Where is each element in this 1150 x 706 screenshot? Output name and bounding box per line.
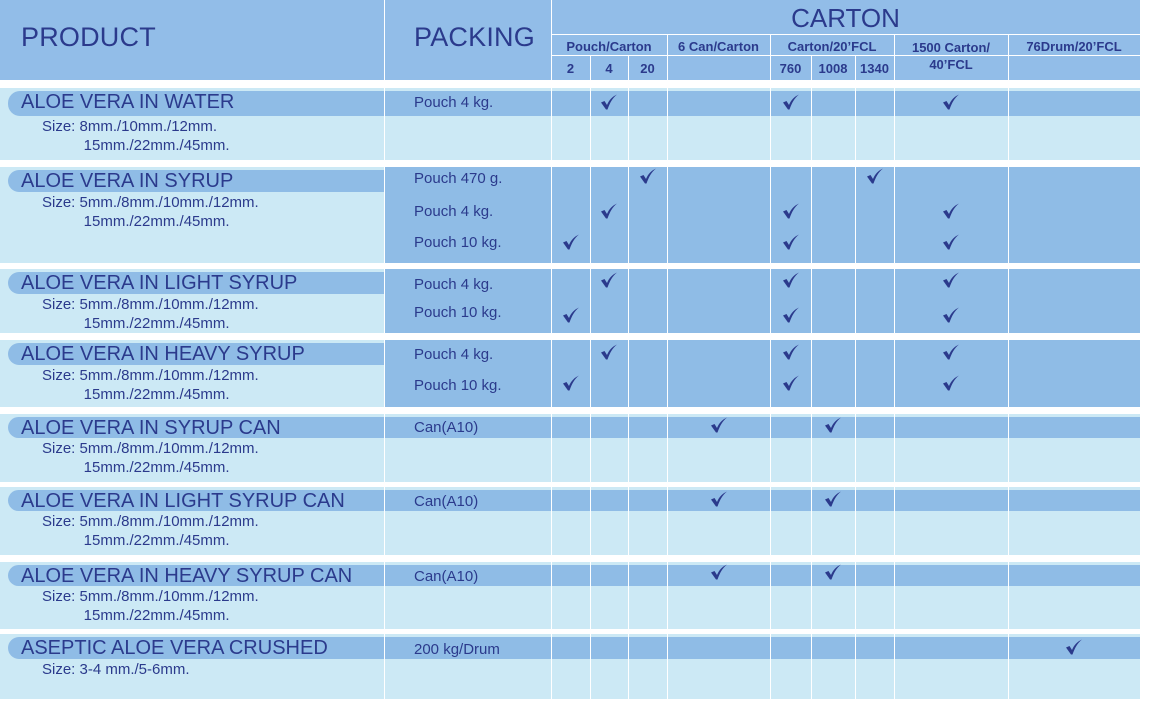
header-carton: CARTON <box>791 3 900 33</box>
check-icon <box>942 307 960 323</box>
packing-label: Pouch 470 g. <box>414 170 503 187</box>
check-icon <box>600 94 618 110</box>
group-1500-carton: 1500 Carton/ 40’FCL <box>911 40 991 72</box>
product-size: Size: 5mm./8mm./10mm./12mm. 15mm./22mm./45mm. <box>42 440 259 476</box>
check-icon <box>782 203 800 219</box>
check-icon <box>942 94 960 110</box>
check-icon <box>824 491 842 507</box>
check-icon <box>639 168 657 184</box>
product-size: Size: 5mm./8mm./10mm./12mm. 15mm./22mm./45mm. <box>42 367 259 403</box>
product-name: ALOE VERA IN LIGHT SYRUP <box>21 272 298 294</box>
packing-label: Pouch 4 kg. <box>414 203 494 220</box>
check-icon <box>782 307 800 323</box>
packing-band <box>384 340 1140 407</box>
header-packing: PACKING <box>414 22 535 52</box>
column-divider <box>770 34 771 700</box>
product-name: ALOE VERA IN SYRUP CAN <box>21 417 281 439</box>
check-icon <box>782 375 800 391</box>
check-icon <box>942 234 960 250</box>
packing-band <box>384 565 1140 586</box>
check-icon <box>942 272 960 288</box>
packing-label: Can(A10) <box>414 493 479 510</box>
column-divider <box>894 34 895 700</box>
packing-label: 200 kg/Drum <box>414 641 500 658</box>
product-name: ALOE VERA IN SYRUP <box>21 170 234 192</box>
column-divider <box>811 55 812 700</box>
header-divider <box>551 34 1140 35</box>
packing-band <box>384 269 1140 333</box>
packing-label: Pouch 10 kg. <box>414 377 502 394</box>
packing-band <box>384 91 1140 116</box>
check-icon <box>782 272 800 288</box>
check-icon <box>562 375 580 391</box>
packing-label: Can(A10) <box>414 568 479 585</box>
check-icon <box>562 307 580 323</box>
check-icon <box>782 234 800 250</box>
group-76drum: 76Drum/20’FCL <box>1026 39 1122 54</box>
packing-label: Pouch 4 kg. <box>414 276 494 293</box>
column-divider <box>1008 34 1009 700</box>
packing-label: Pouch 10 kg. <box>414 304 502 321</box>
subcol-1008: 1008 <box>818 61 848 76</box>
check-icon <box>600 203 618 219</box>
check-icon <box>710 417 728 433</box>
check-icon <box>710 564 728 580</box>
packing-label: Pouch 4 kg. <box>414 94 494 111</box>
header-product: PRODUCT <box>21 22 156 52</box>
group-6-can-carton: 6 Can/Carton <box>678 39 759 54</box>
check-icon <box>562 234 580 250</box>
check-icon <box>942 203 960 219</box>
product-name: ALOE VERA IN HEAVY SYRUP CAN <box>21 565 353 587</box>
column-divider <box>855 55 856 700</box>
product-size: Size: 8mm./10mm./12mm. 15mm./22mm./45mm. <box>42 118 230 154</box>
product-size: Size: 5mm./8mm./10mm./12mm. 15mm./22mm./45mm. <box>42 513 259 549</box>
packing-label: Pouch 10 kg. <box>414 234 502 251</box>
check-icon <box>942 375 960 391</box>
column-divider <box>590 55 591 700</box>
product-name: ALOE VERA IN LIGHT SYRUP CAN <box>21 490 345 512</box>
product-name: ALOE VERA IN WATER <box>21 91 235 113</box>
subcol-4: 4 <box>605 61 613 76</box>
check-icon <box>866 168 884 184</box>
column-divider <box>384 0 385 700</box>
column-divider <box>667 34 668 700</box>
subcol-760: 760 <box>779 61 802 76</box>
group-pouch-carton: Pouch/Carton <box>566 39 652 54</box>
column-divider <box>551 0 552 700</box>
packing-band <box>384 417 1140 438</box>
check-icon <box>782 344 800 360</box>
subcol-1340: 1340 <box>860 61 889 76</box>
check-icon <box>1065 639 1083 655</box>
check-icon <box>782 94 800 110</box>
product-size: Size: 5mm./8mm./10mm./12mm. 15mm./22mm./45mm. <box>42 194 259 230</box>
packing-label: Pouch 4 kg. <box>414 346 494 363</box>
check-icon <box>942 344 960 360</box>
product-name: ASEPTIC ALOE VERA CRUSHED <box>21 637 328 659</box>
product-name: ALOE VERA IN HEAVY SYRUP <box>21 343 305 365</box>
column-divider <box>628 55 629 700</box>
product-size: Size: 5mm./8mm./10mm./12mm. 15mm./22mm./45mm. <box>42 296 259 332</box>
subcol-2: 2 <box>566 61 575 76</box>
check-icon <box>710 491 728 507</box>
subcol-20: 20 <box>640 61 655 76</box>
product-size: Size: 5mm./8mm./10mm./12mm. 15mm./22mm./45mm. <box>42 588 259 624</box>
packing-label: Can(A10) <box>414 419 479 436</box>
group-carton-20fcl: Carton/20’FCL <box>787 39 877 54</box>
product-size: Size: 3-4 mm./5-6mm. <box>42 661 190 678</box>
header-divider <box>551 55 1140 56</box>
check-icon <box>600 272 618 288</box>
check-icon <box>824 564 842 580</box>
check-icon <box>824 417 842 433</box>
header-divider <box>0 80 1140 81</box>
check-icon <box>600 344 618 360</box>
packing-band <box>384 490 1140 511</box>
